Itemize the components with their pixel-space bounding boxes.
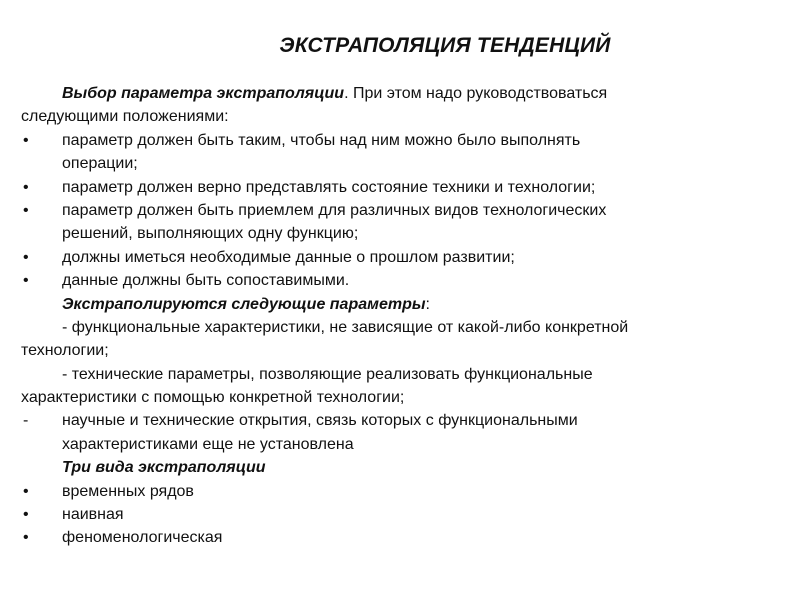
condition-continuation: решений, выполняющих одну функцию; <box>62 225 359 243</box>
list-item <box>0 129 800 152</box>
params-heading-rest: : <box>425 295 430 313</box>
intro-continuation: следующими положениями: <box>21 108 229 126</box>
condition-text: параметр должен быть таким, чтобы над ним можно было выполнять <box>62 131 581 149</box>
condition-text: данные должны быть сопоставимыми. <box>62 272 350 290</box>
discoveries-text: научные и технические открытия, связь которых с функциональными <box>62 412 578 430</box>
intro-rest: . При этом надо руководствоваться <box>344 85 608 102</box>
bullet-icon: • <box>23 482 29 500</box>
list-item <box>0 269 800 292</box>
list-item <box>0 480 800 503</box>
dash-icon: - <box>23 412 29 430</box>
types-heading: Три вида экстраполяции <box>62 459 266 477</box>
bullet-icon: • <box>23 201 29 219</box>
list-item <box>0 199 800 222</box>
type-text: феноменологическая <box>62 529 223 547</box>
list-item <box>0 176 800 199</box>
condition-text: параметр должен быть приемлем для различных видов технологических <box>62 201 607 219</box>
params-heading <box>0 293 800 316</box>
bullet-icon: • <box>23 506 29 524</box>
param-item: - функциональные характеристики, не зависящие от какой-либо конкретной <box>62 318 629 336</box>
slide-title: ЭКСТРАПОЛЯЦИЯ ТЕНДЕНЦИЙ <box>279 34 611 57</box>
bullet-icon: • <box>23 272 29 290</box>
condition-text: должны иметься необходимые данные о прошлом развитии; <box>62 248 515 266</box>
type-text: временных рядов <box>62 482 194 500</box>
list-item <box>0 246 800 269</box>
bullet-icon: • <box>23 529 29 547</box>
list-item <box>0 503 800 526</box>
slide-content <box>0 82 800 550</box>
list-item <box>0 526 800 549</box>
list-item <box>0 409 800 432</box>
param-continuation: технологии; <box>21 342 109 360</box>
bullet-icon: • <box>23 178 29 196</box>
param-continuation: характеристики с помощью конкретной технологии; <box>21 389 405 407</box>
condition-continuation: операции; <box>62 155 138 173</box>
params-heading-bold: Экстраполируются следующие параметры <box>62 295 426 313</box>
bullet-icon: • <box>23 248 29 266</box>
param-item: - технические параметры, позволяющие реализовать функциональные <box>62 365 593 383</box>
condition-text: параметр должен верно представлять состояние техники и технологии; <box>62 178 596 196</box>
bullet-icon: • <box>23 131 29 149</box>
intro-bold: Выбор параметра экстраполяции <box>62 85 345 102</box>
intro-line <box>0 82 800 105</box>
discoveries-continuation: характеристиками еще не установлена <box>62 435 354 453</box>
type-text: наивная <box>62 506 124 524</box>
